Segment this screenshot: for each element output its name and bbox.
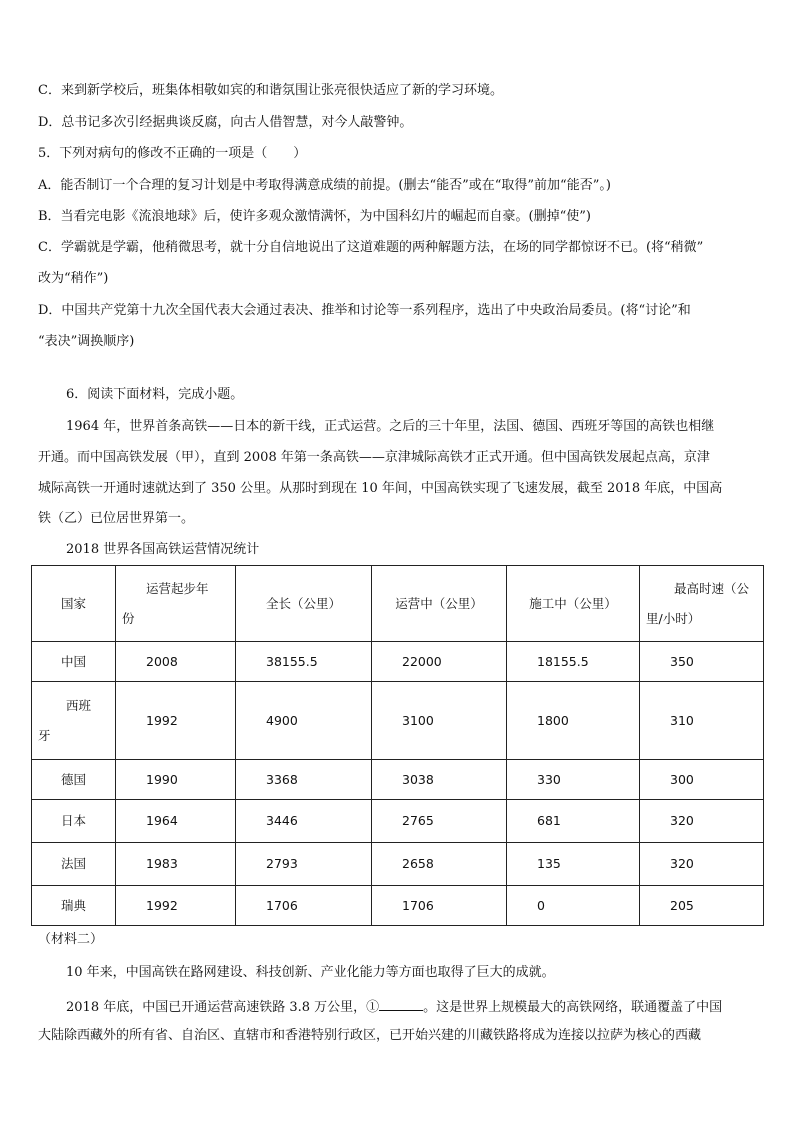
- cell-country-line2: 牙: [38, 727, 51, 743]
- table-row: [32, 760, 764, 800]
- header-speed: [640, 566, 764, 642]
- cell-year: 1983: [116, 843, 236, 886]
- cell-speed: 350: [640, 642, 764, 682]
- high-speed-rail-table: [31, 565, 764, 926]
- cell-country: 中国: [32, 642, 116, 682]
- cell-speed: 205: [640, 886, 764, 926]
- q5-option-d-line1: D．中国共产党第十九次全国代表大会通过表决、推举和讨论等一系列程序，选出了中央政治局委员。(将“讨论”和: [38, 303, 691, 318]
- cell-year: 1992: [116, 886, 236, 926]
- cell-speed: 300: [640, 760, 764, 800]
- header-total: 全长（公里）: [236, 566, 372, 642]
- q6-stem: 6．阅读下面材料，完成小题。: [66, 387, 244, 402]
- material2-label: （材料二）: [38, 932, 104, 947]
- cell-construction: 0: [507, 886, 640, 926]
- q5-option-d-line2: “表决”调换顺序): [38, 334, 135, 349]
- q5-option-c-line1: C．学霸就是学霸，他稍微思考，就十分自信地说出了这道难题的两种解题方法，在场的同学都惊讶不已。(将“稍微”: [38, 240, 704, 255]
- q5-option-b: B．当看完电影《流浪地球》后，使许多观众激情满怀，为中国科幻片的崛起而自豪。(删掉“使”): [38, 209, 591, 224]
- cell-country: 日本: [32, 800, 116, 843]
- cell-total: 1706: [236, 886, 372, 926]
- q6-para1-line2: 开通。而中国高铁发展（甲），直到 2008 年第一条高铁——京津城际高铁才正式开通。但中国高铁发展起点高，京津: [38, 450, 710, 465]
- cell-total: 4900: [236, 682, 372, 760]
- para3-text-a: 2018 年底，中国已开通运营高速铁路 3.8 万公里，: [66, 1000, 367, 1015]
- q5-option-a: A．能否制订一个合理的复习计划是中考取得满意成绩的前提。(删去“能否”或在“取得”前加“能否”。): [38, 178, 611, 193]
- cell-construction: 135: [507, 843, 640, 886]
- cell-country: [32, 682, 116, 760]
- table-row: [32, 800, 764, 843]
- cell-year: 1990: [116, 760, 236, 800]
- cell-total: 3368: [236, 760, 372, 800]
- cell-construction: 330: [507, 760, 640, 800]
- cell-total: 3446: [236, 800, 372, 843]
- cell-construction: 1800: [507, 682, 640, 760]
- cell-speed: 320: [640, 800, 764, 843]
- q4-option-c: C．来到新学校后，班集体相敬如宾的和谐氛围让张亮很快适应了新的学习环境。: [38, 83, 503, 98]
- q6-para1-line1: 1964 年，世界首条高铁——日本的新干线，正式运营。之后的三十年里，法国、德国、西班牙等国的高铁也相继: [66, 419, 715, 434]
- header-speed-line2: 里/小时）: [646, 610, 701, 626]
- cell-country: 法国: [32, 843, 116, 886]
- blank-marker: ①: [366, 1000, 380, 1015]
- header-operating: 运营中（公里）: [372, 566, 507, 642]
- cell-country: 德国: [32, 760, 116, 800]
- cell-construction: 681: [507, 800, 640, 843]
- cell-speed: 320: [640, 843, 764, 886]
- header-country: 国家: [32, 566, 116, 642]
- header-start-year-line1: 运营起步年: [146, 580, 209, 596]
- cell-operating: 3038: [372, 760, 507, 800]
- cell-year: 2008: [116, 642, 236, 682]
- table-row: [32, 642, 764, 682]
- fill-in-blank: [366, 1000, 423, 1015]
- q6-para3-line2: 大陆除西藏外的所有省、自治区、直辖市和香港特别行政区，已开始兴建的川藏铁路将成为连接以拉萨为核心的西藏: [38, 1028, 702, 1043]
- cell-year: 1992: [116, 682, 236, 760]
- table-row: [32, 843, 764, 886]
- cell-operating: 1706: [372, 886, 507, 926]
- q6-para2: 10 年来，中国高铁在路网建设、科技创新、产业化能力等方面也取得了巨大的成就。: [66, 965, 555, 980]
- cell-year: 1964: [116, 800, 236, 843]
- q6-para3-line1: [66, 996, 764, 1017]
- table-header-row: [32, 566, 764, 642]
- cell-total: 38155.5: [236, 642, 372, 682]
- cell-construction: 18155.5: [507, 642, 640, 682]
- cell-speed: 310: [640, 682, 764, 760]
- header-speed-line1: 最高时速（公: [674, 580, 750, 596]
- table-row: [32, 886, 764, 926]
- cell-country: 瑞典: [32, 886, 116, 926]
- cell-country-line1: 西班: [66, 697, 92, 713]
- cell-operating: 2765: [372, 800, 507, 843]
- para3-text-b: 。这是世界上规模最大的高铁网络，联通覆盖了中国: [423, 1000, 723, 1015]
- cell-total: 2793: [236, 843, 372, 886]
- table-row: [32, 682, 764, 760]
- q5-option-c-line2: 改为“稍作”): [38, 271, 109, 286]
- q5-stem: 5．下列对病句的修改不正确的一项是（ ）: [38, 146, 307, 161]
- blank-underline: [379, 996, 423, 1011]
- q6-para1-line3: 城际高铁一开通时速就达到了 350 公里。从那时到现在 10 年间，中国高铁实现了飞速发展，截至 2018 年底，中国高: [38, 481, 723, 496]
- cell-operating: 22000: [372, 642, 507, 682]
- q4-option-d: D．总书记多次引经据典谈反腐，向古人借智慧，对今人敲警钟。: [38, 115, 413, 130]
- q6-para1-line4: 铁（乙）已位居世界第一。: [38, 511, 195, 526]
- table-caption: 2018 世界各国高铁运营情况统计: [66, 542, 260, 557]
- cell-operating: 2658: [372, 843, 507, 886]
- header-construction: 施工中（公里）: [507, 566, 640, 642]
- header-start-year: [116, 566, 236, 642]
- cell-operating: 3100: [372, 682, 507, 760]
- header-start-year-line2: 份: [122, 610, 135, 626]
